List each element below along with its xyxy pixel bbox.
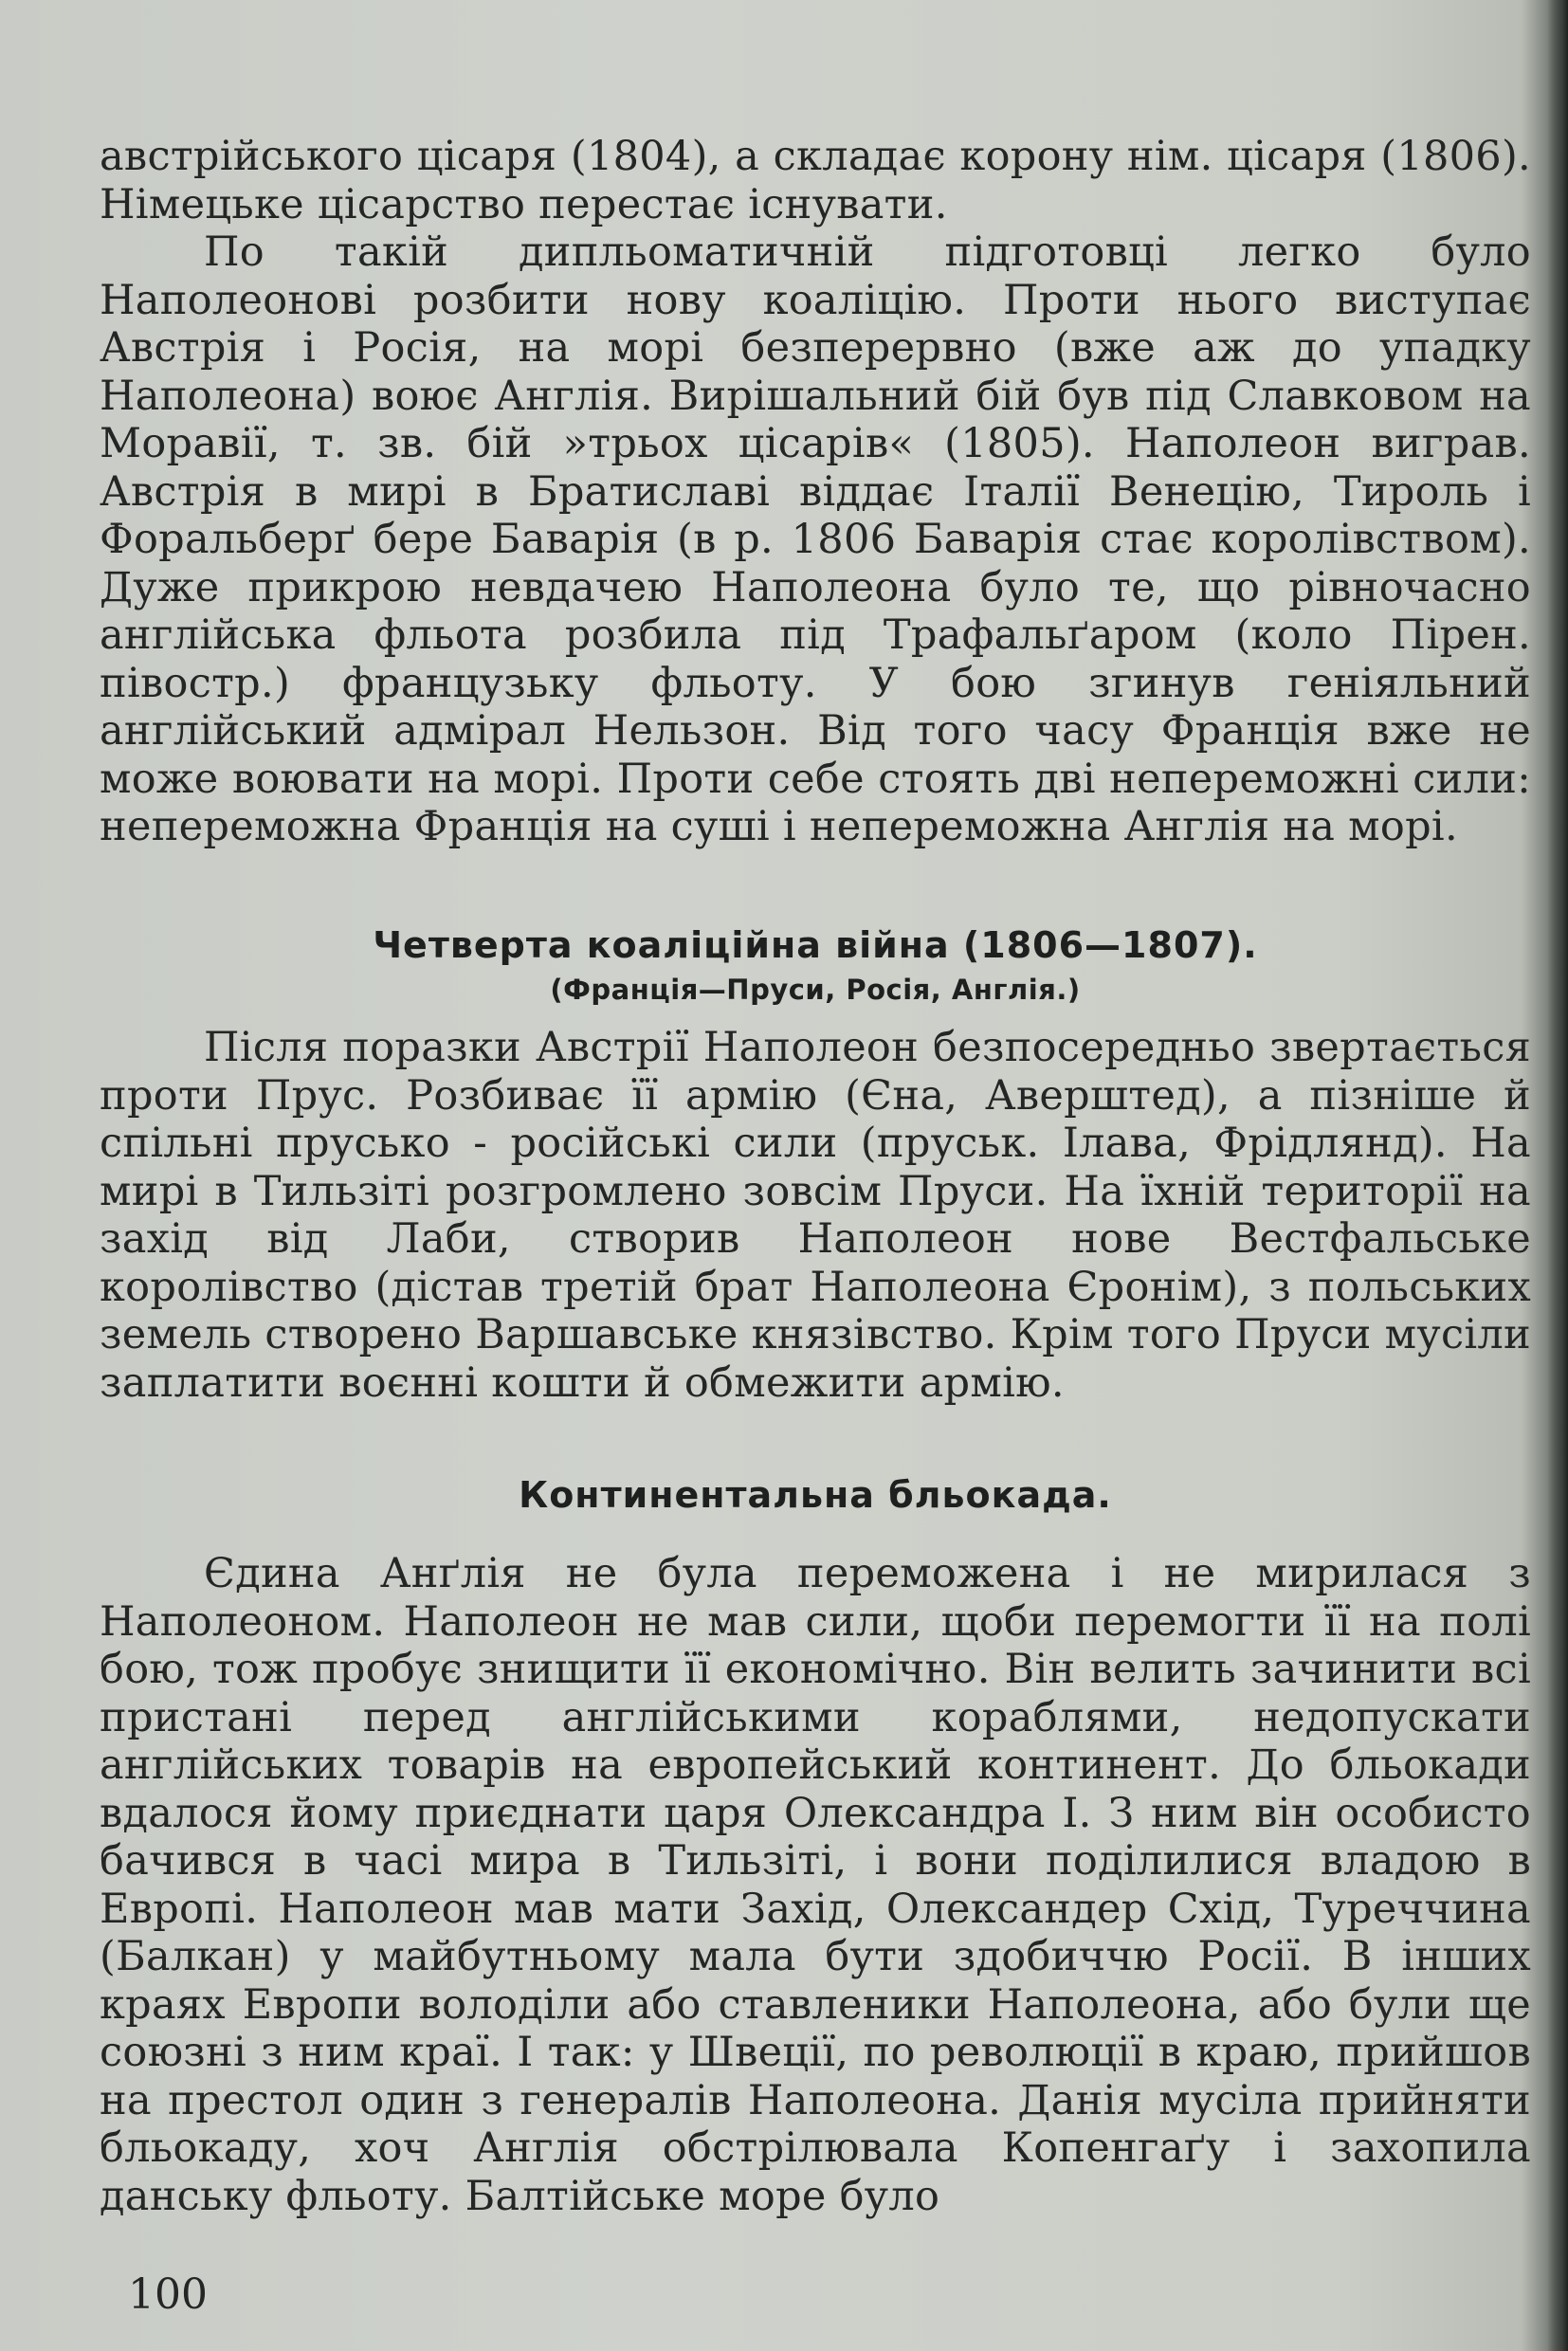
paragraph-blockade: Єдина Анґлія не була переможена і не мирилася з Наполеоном. Наполеон не мав сили, щоби перемогти її на полі бою, тож пробує знищити її економічно. Він велить зачинити всі пристані перед англійськими кораблями, недопускати англійських товарів на европейський континент. До бльокади вдалося йому приєднати царя Олександра І. З ним він особисто бачився в часі мира в Тильзіті, і вони поділилися владою в Европі. Наполеон мав мати Захід, Олександер Схід, Туреччина (Балкан) у майбутньому мала бути здобиччю Росії. В інших краях Европи володіли або ставленики Наполеона, або були ще союзні з ним краї. І так: у Швеції, по революції в краю, прийшов на престол один з генералів Наполеона. Данія мусіла прийняти бльокаду, хоч Англія обстрілювала Копенгаґу і захопила данську фльоту. Балтійське море було — [100, 1550, 1531, 2220]
paragraph-prussia-defeat: Після поразки Австрії Наполеон безпосередньо звертається проти Прус. Розбиває її армію (Єна, Аверштед), а пізніше й спільні прусько - російські сили (пруськ. Ілава, Фрідлянд). На мирі в Тильзіті розгромлено зовсім Пруси. На їхній території на захід від Лаби, створив Наполеон нове Вестфальське королівство (дістав третій брат Наполеона Єронім), з польських земель створено Варшавське князівство. Крім того Пруси мусіли заплатити воєнні кошти й обмежити армію. — [100, 1024, 1531, 1407]
text-block-fourth-coalition — [100, 1024, 1531, 1407]
section-heading-fourth-coalition: Четверта коаліційна війна (1806—1807). — [373, 924, 1258, 966]
paragraph-empire-end: австрійського цісаря (1804), а складає корону нім. цісаря (1806). Німецьке цісарство перестає існувати. — [100, 133, 1531, 228]
paragraph-third-coalition: По такій дипльоматичній підготовці легко було Наполеонові розбити нову коаліцію. Проти нього виступає Австрія і Росія, на морі безперервно (вже аж до упадку Наполеона) воює Англія. Вирішальний бій був під Славковом на Моравії, т. зв. бій »трьох цісарів« (1805). Наполеон виграв. Австрія в мирі в Братиславі віддає Італії Венецію, Тироль і Форальберґ бере Баварія (в р. 1806 Баварія стає королівством). Дуже прикрою невдачею Наполеона було те, що рівночасно англійська фльота розбила під Трафальґаром (коло Пірен. півостр.) французьку фльоту. У бою згинув геніяльний англійський адмірал Нельзон. Від того часу Франція вже не може воювати на морі. Проти себе стоять дві непереможні сили: непереможна Франція на суші і непереможна Англія на морі. — [100, 228, 1531, 850]
text-block-intro — [100, 133, 1531, 851]
book-spine-shadow — [1547, 0, 1568, 2351]
section-heading-continental-blockade: Континентальна бльокада. — [519, 1474, 1112, 1516]
page-number: 100 — [128, 2270, 208, 2319]
text-block-blockade — [100, 1550, 1531, 2220]
section-subheading-belligerents: (Франція—Пруси, Росія, Англія.) — [550, 974, 1081, 1006]
